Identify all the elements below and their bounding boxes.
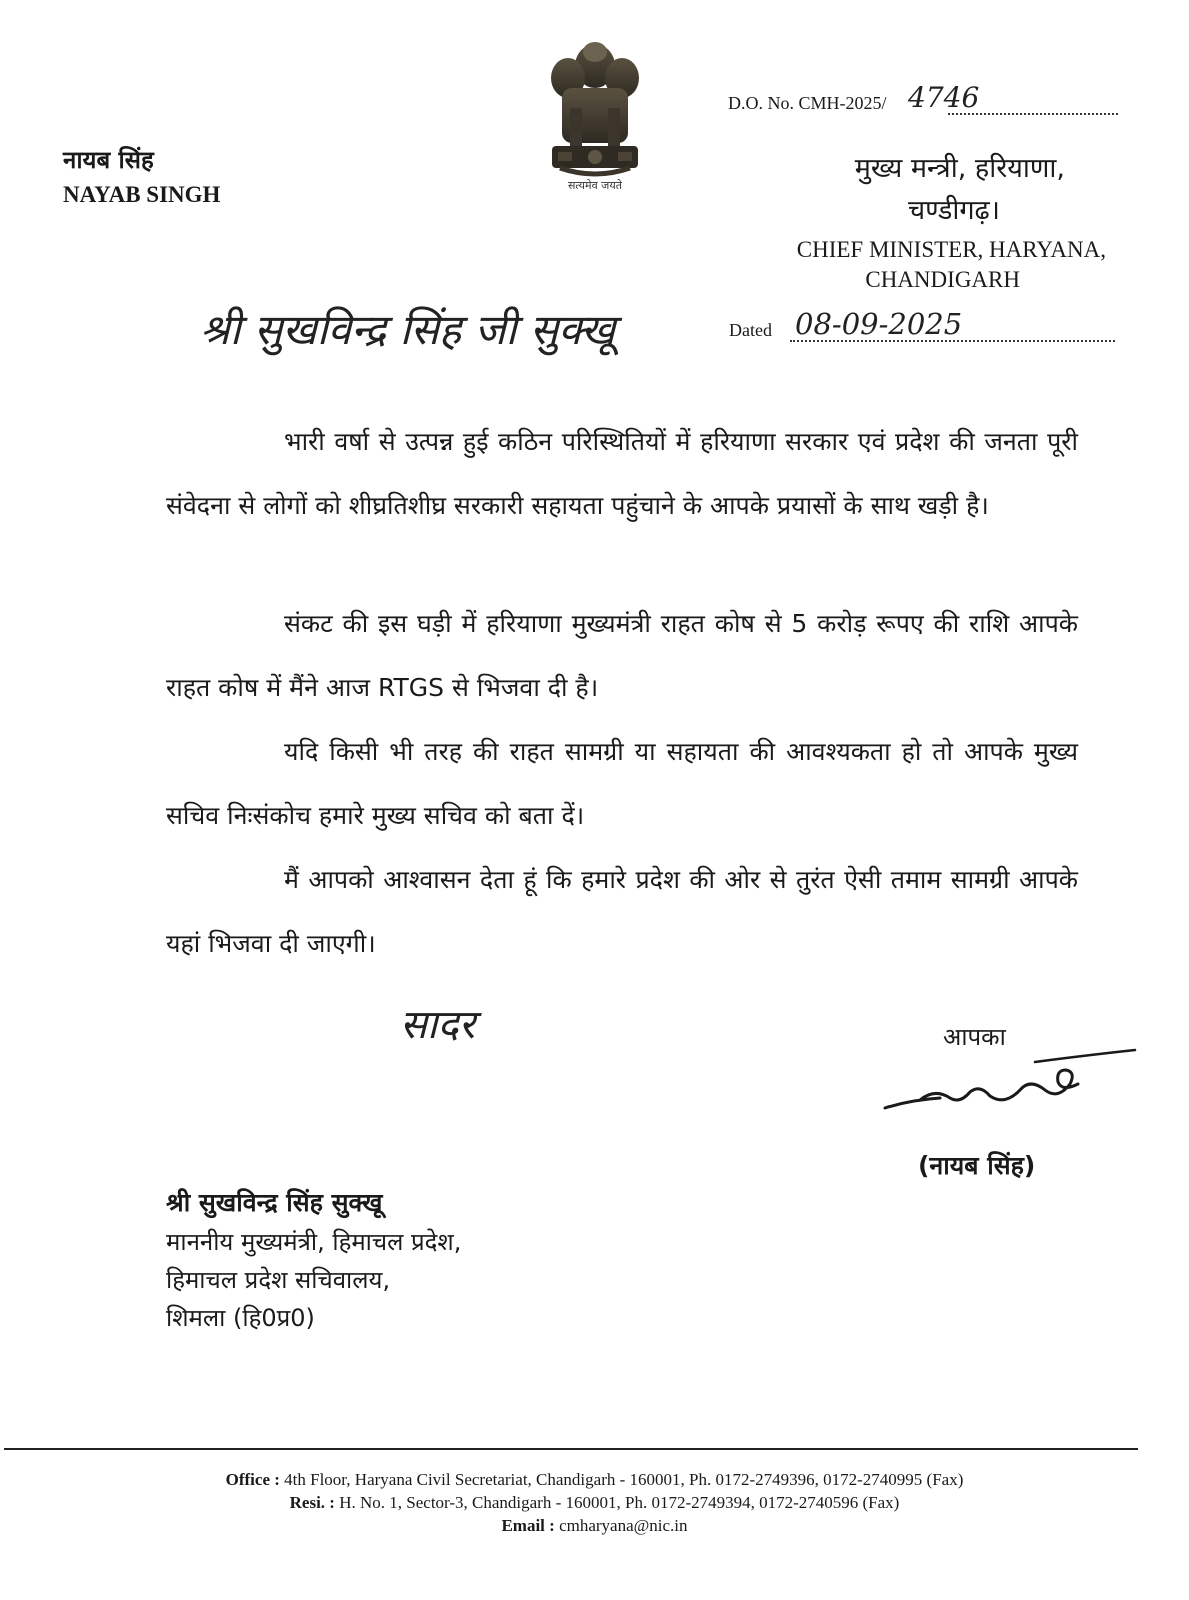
dated-label: Dated [729,320,772,340]
handwritten-salutation: श्री सुखविन्द्र सिंह जी सुक्खू [200,305,616,354]
footer-residence [0,1493,1189,1513]
body-paragraph: भारी वर्षा से उत्पन्न हुई कठिन परिस्थितियों में हरियाणा सरकार एवं प्रदेश की जनता पूरी संवेदना से लोगों को शीघ्रतिशीघ्र सरकारी सहायता पहुंचाने के आपके प्रयासों के साथ खड़ी है। [166,427,1078,520]
footer-resi-label: Resi. : [289,1493,335,1512]
sender-name-hindi: नायब सिंह [63,146,154,174]
footer-office-text: 4th Floor, Haryana Civil Secretariat, Chandigarh - 160001, Ph. 0172-2749396, 0172-2740995 (Fax) [284,1470,964,1489]
reference-label: D.O. No. CMH-2025/ [728,93,887,113]
handwritten-signature [880,1048,1140,1118]
footer-office-label: Office : [225,1470,280,1489]
addressee-name: श्री सुखविन्द्र सिंह सुक्खू [166,1188,383,1217]
reference-number [728,81,1118,121]
state-emblem-image [540,38,650,188]
addressee-office: हिमाचल प्रदेश सचिवालय, [166,1266,391,1294]
office-title-english-line1: CHIEF MINISTER, HARYANA, [796,237,1106,262]
footer-divider [4,1448,1138,1450]
sender-name-english: NAYAB SINGH [63,182,221,207]
closing-text: आपका [943,1023,1006,1051]
footer-office [0,1470,1189,1490]
addressee-designation: माननीय मुख्यमंत्री, हिमाचल प्रदेश, [166,1228,462,1256]
office-title-english-line2: CHANDIGARH [865,267,1020,292]
footer-email-text[interactable]: cmharyana@nic.in [559,1516,688,1535]
reference-number-handwritten: 4746 [908,81,980,114]
footer-resi-text: H. No. 1, Sector-3, Chandigarh - 160001, Ph. 0172-2749394, 0172-2740596 (Fax) [339,1493,900,1512]
reference-dotted-line [948,113,1118,115]
body-paragraph: संकट की इस घड़ी में हरियाणा मुख्यमंत्री राहत कोष से 5 करोड़ रूपए की राशि आपके राहत कोष में मैंने आज RTGS से भिजवा दी है। [166,609,1078,702]
emblem-motto: सत्यमेव जयते [567,179,622,192]
footer-email [0,1516,1189,1536]
body-paragraph: मैं आपको आश्वासन देता हूं कि हमारे प्रदेश की ओर से तुरंत ऐसी तमाम सामग्री आपके यहां भिजवा दी जाएगी। [166,865,1078,958]
footer-email-label: Email : [501,1516,555,1535]
office-title-hindi-line2: चण्डीगढ़। [907,195,1000,226]
dated-value: 08-09-2025 [795,307,963,341]
addressee-city: शिमला (हि0प्र0) [166,1304,315,1332]
office-title-hindi-line1: मुख्य मन्त्री, हरियाणा, [854,153,1065,184]
body-paragraph: यदि किसी भी तरह की राहत सामग्री या सहायता की आवश्यकता हो तो आपके मुख्य सचिव निःसंकोच हमारे मुख्य सचिव को बता दें। [166,737,1078,830]
handwritten-margin-note: सादर [400,1002,475,1048]
signatory-name: (नायब सिंह) [918,1151,1036,1180]
dated-dotted-line [790,340,1115,342]
